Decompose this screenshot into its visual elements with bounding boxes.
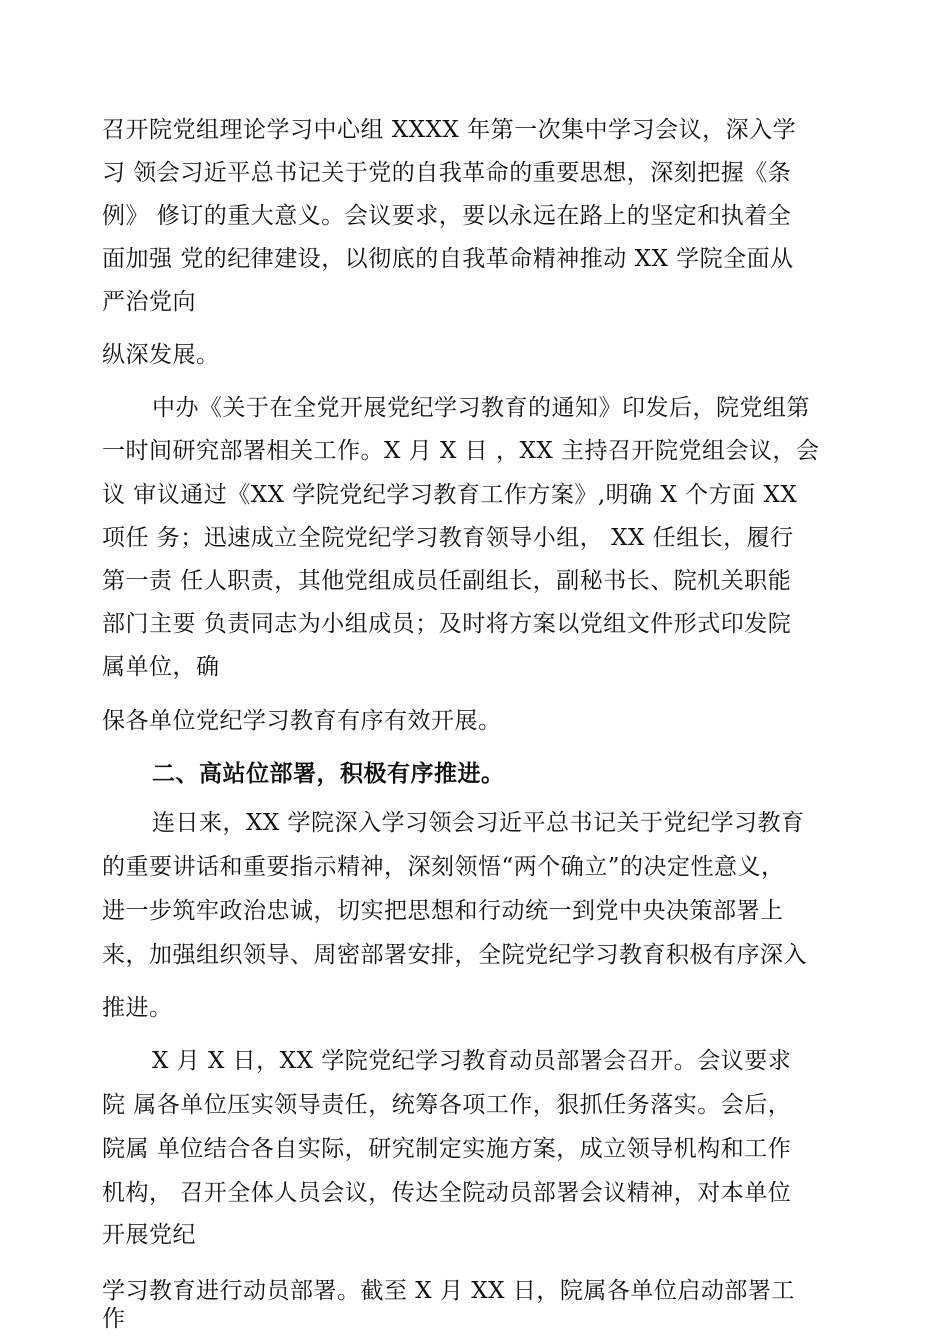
- paragraph-3-line-1: 连日来，XX 学院深入学习领会习近平总书记关于党纪学习教育: [152, 810, 805, 836]
- paragraph-3-line-3: 进一步筑牢政治忠诚，切实把思想和行动统一到党中央决策部署上: [102, 898, 784, 924]
- paragraph-5-line-1: 学习教育进行动员部署。截至 X 月 XX 日，院属各单位启动部署工: [102, 1278, 795, 1304]
- paragraph-2-line-6: 部门主要 负责同志为小组成员；及时将方案以党组文件形式印发院: [102, 611, 792, 637]
- paragraph-3-tail: 推进。: [102, 995, 173, 1021]
- paragraph-4-line-1: X 月 X 日，XX 学院党纪学习教育动员部署会召开。会议要求: [152, 1048, 792, 1074]
- paragraph-2-line-2: 一时间研究部署相关工作。X 月 X 日 ，XX 主持召开院党组会议，会: [102, 438, 820, 464]
- paragraph-3-line-4: 来，加强组织领导、周密部署安排，全院党纪学习教育积极有序深入: [102, 942, 807, 968]
- paragraph-4-line-4: 机构， 召开全体人员会议，传达全院动员部署会议精神，对本单位: [102, 1180, 792, 1206]
- paragraph-1-line-5: 严治党向: [102, 289, 196, 315]
- paragraph-4-line-5: 开展党纪: [102, 1222, 196, 1248]
- paragraph-2-line-3: 议 审议通过《XX 学院党纪学习教育工作方案》,明确 X 个方面 XX: [102, 482, 798, 508]
- paragraph-4-line-2: 院 属各单位压实领导责任，统筹各项工作，狠抓任务落实。会后，: [102, 1092, 792, 1118]
- paragraph-1-line-3: 例》 修订的重大意义。会议要求，要以永远在路上的坚定和执着全: [102, 203, 792, 229]
- paragraph-1-tail: 纵深发展。: [102, 342, 220, 368]
- paragraph-5-line-2: 作: [102, 1306, 126, 1332]
- paragraph-1-line-4: 面加强 党的纪律建设，以彻底的自我革命精神推动 XX 学院全面从: [102, 246, 794, 272]
- paragraph-2-line-7: 属单位，确: [102, 654, 220, 680]
- paragraph-2-line-5: 第一责 任人职责，其他党组成员任副组长，副秘书长、院机关职能: [102, 568, 792, 594]
- paragraph-2-line-1: 中办《关于在全党开展党纪学习教育的通知》印发后，院党组第: [152, 395, 810, 421]
- section-heading: 二、高站位部署，积极有序推进。: [152, 761, 505, 787]
- paragraph-1-line-2: 习 领会习近平总书记关于党的自我革命的重要思想，深刻把握《条: [102, 160, 792, 186]
- paragraph-1-line-1: 召开院党组理论学习中心组 XXXX 年第一次集中学习会议，深入学: [102, 117, 797, 143]
- paragraph-2-line-4: 项任 务；迅速成立全院党纪学习教育领导小组， XX 任组长，履行: [102, 525, 794, 551]
- paragraph-4-line-3: 院属 单位结合各自实际，研究制定实施方案，成立领导机构和工作: [102, 1136, 792, 1162]
- paragraph-3-line-2: 的重要讲话和重要指示精神，深刻领悟“两个确立”的决定性意义，: [102, 854, 785, 880]
- paragraph-2-tail: 保各单位党纪学习教育有序有效开展。: [102, 708, 502, 734]
